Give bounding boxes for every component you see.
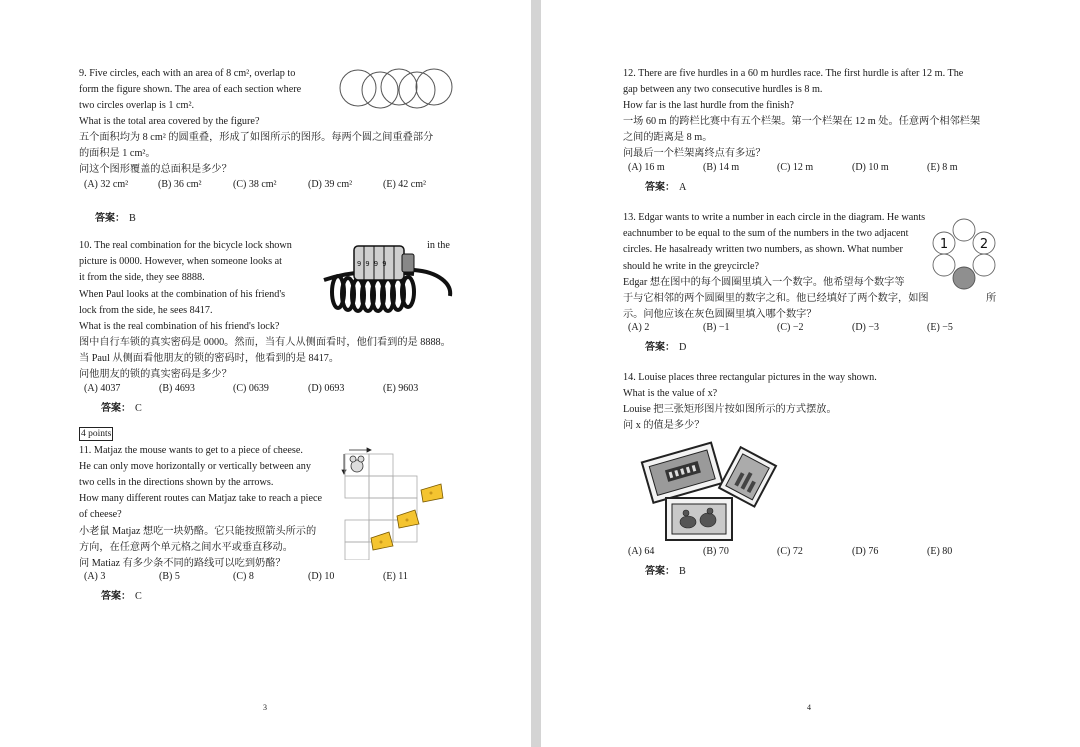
q11-option-c: (C) 8 <box>233 571 254 582</box>
q11-line-8: 问 Matiaz 有多少条不同的路线可以吃到奶酪？ <box>79 558 286 569</box>
q10-answer-label: 答案： <box>101 403 131 414</box>
q13-line-7: 示。问他应该在灰色圆圈里填入哪个数字？ <box>623 309 817 320</box>
q13-answer-value: D <box>679 342 687 353</box>
q9-line-6: 的面积是 1 cm²。 <box>79 148 156 159</box>
circle-number-1: 1 <box>939 237 949 252</box>
three-pictures-figure <box>636 436 786 544</box>
q12-option-b: (B) 14 m <box>703 162 740 173</box>
q11-line-4: How many different routes can Matjaz take to reach a piece <box>79 493 323 504</box>
mouse-cheese-grid-figure <box>341 446 449 560</box>
q10-answer <box>101 399 142 414</box>
q13-line-2: eachnumber to be equal to the sum of the numbers in the two adjacent <box>623 228 909 239</box>
q10-option-a: (A) 4037 <box>84 383 121 394</box>
q9-line-7: 问这个图形覆盖的总面积是多少？ <box>79 164 232 175</box>
grey-circle <box>953 267 975 289</box>
q11-option-d: (D) 10 <box>308 571 335 582</box>
q10-line-3: it from the side, they see 8888. <box>79 272 205 283</box>
q13-line-5: Edgar 想在图中的每个圆圈里填入一个数字。他希望每个数字等 <box>623 277 905 288</box>
q9-answer-value: B <box>129 213 136 224</box>
q12-line-6: 问最后一个栏架离终点有多远？ <box>623 148 766 159</box>
page-number: 3 <box>263 703 267 712</box>
q13-answer <box>645 338 686 353</box>
q14-line-4: 问 x 的值是多少？ <box>623 420 705 431</box>
q13-option-d: (D) −3 <box>852 322 880 333</box>
q11-line-2: He can only move horizontally or vertically between any <box>79 461 311 472</box>
q9-line-5: 五个面积均为 8 cm² 的圆重叠，形成了如图所示的图形。每两个圆之间重叠部分 <box>79 132 434 143</box>
q11-option-a: (A) 3 <box>84 571 106 582</box>
q14-answer-label: 答案： <box>645 566 675 577</box>
q12-option-e: (E) 8 m <box>927 162 958 173</box>
q11-answer-label: 答案： <box>101 591 131 602</box>
q12-line-5: 之间的距离是 8 m。 <box>623 132 713 143</box>
q12-line-3: How far is the last hurdle from the finish? <box>623 100 794 111</box>
q13-option-c: (C) −2 <box>777 322 804 333</box>
q10-option-c: (C) 0639 <box>233 383 269 394</box>
q9-option-d: (D) 39 cm² <box>308 179 353 190</box>
q9-option-e: (E) 42 cm² <box>383 179 426 190</box>
q13-line-3: circles. He hasalready written two numbers, as shown. What number <box>623 244 903 255</box>
q12-answer <box>645 178 686 193</box>
q10-option-b: (B) 4693 <box>159 383 195 394</box>
q10-line-2: picture is 0000. However, when someone looks at <box>79 256 283 267</box>
lock-digits: 9 9 9 9 <box>357 260 387 268</box>
q10-option-e: (E) 9603 <box>383 383 419 394</box>
q11-option-e: (E) 11 <box>383 571 408 582</box>
q14-line-1: 14. Louise places three rectangular pictures in the way shown. <box>623 372 877 383</box>
q10-in-the: in the <box>427 240 450 251</box>
q14-option-e: (E) 80 <box>927 546 953 557</box>
q12-answer-label: 答案： <box>645 182 675 193</box>
bicycle-lock-figure <box>314 240 454 316</box>
q9-line-4: What is the total area covered by the figure? <box>79 116 260 127</box>
page-number: 4 <box>807 703 811 712</box>
q12-option-a: (A) 16 m <box>628 162 665 173</box>
q12-option-d: (D) 10 m <box>852 162 889 173</box>
q13-option-b: (B) −1 <box>703 322 730 333</box>
ring-circles-figure <box>931 216 999 292</box>
q10-line-8: 当 Paul 从侧面看他朋友的锁的密码时，他看到的是 8417。 <box>79 353 340 364</box>
q14-option-b: (B) 70 <box>703 546 729 557</box>
q11-line-1: 11. Matjaz the mouse wants to get to a piece of cheese. <box>79 445 303 456</box>
q13-line-6: 于与它相邻的两个圆圈里的数字之和。他已经填好了两个数字，如图 <box>623 293 929 304</box>
q12-option-c: (C) 12 m <box>777 162 814 173</box>
q9-option-c: (C) 38 cm² <box>233 179 277 190</box>
circle-number-2: 2 <box>979 237 989 252</box>
five-circles-figure <box>338 68 454 112</box>
q9-answer-label: 答案： <box>95 213 125 224</box>
q10-line-9: 问他朋友的锁的真实密码是多少？ <box>79 369 232 380</box>
q11-option-b: (B) 5 <box>159 571 180 582</box>
q14-line-3: Louise 把三张矩形图片按如图所示的方式摆放。 <box>623 404 837 415</box>
q14-answer <box>645 562 686 577</box>
q14-option-d: (D) 76 <box>852 546 879 557</box>
q9-line-1: 9. Five circles, each with an area of 8 cm², overlap to <box>79 68 296 79</box>
q10-line-6: What is the real combination of his friend's lock? <box>79 321 280 332</box>
page-4 <box>541 0 1080 747</box>
q9-option-a: (A) 32 cm² <box>84 179 129 190</box>
q14-answer-value: B <box>679 566 686 577</box>
q9-line-2: form the figure shown. The area of each section where <box>79 84 302 95</box>
q9-answer <box>95 209 136 224</box>
q10-line-4: When Paul looks at the combination of his friend's <box>79 289 286 300</box>
q11-answer <box>101 587 142 602</box>
q12-answer-value: A <box>679 182 687 193</box>
q13-answer-label: 答案： <box>645 342 675 353</box>
q10-option-d: (D) 0693 <box>308 383 345 394</box>
q11-line-5: of cheese? <box>79 509 122 520</box>
q13-option-e: (E) −5 <box>927 322 953 333</box>
q11-line-6: 小老鼠 Matjaz 想吃一块奶酪。它只能按照箭头所示的 <box>79 526 317 537</box>
q13-suo: 所 <box>986 293 997 304</box>
q11-line-7: 方向，在任意两个单元格之间水平或垂直移动。 <box>79 542 293 553</box>
q13-option-a: (A) 2 <box>628 322 650 333</box>
q14-option-a: (A) 64 <box>628 546 655 557</box>
page-gap <box>531 0 541 747</box>
q12-line-2: gap between any two consecutive hurdles is 8 m. <box>623 84 823 95</box>
q12-line-4: 一场 60 m 的跨栏比赛中有五个栏架。第一个栏架在 12 m 处。任意两个相邻栏架 <box>623 116 981 127</box>
q9-option-b: (B) 36 cm² <box>158 179 202 190</box>
q12-line-1: 12. There are five hurdles in a 60 m hurdles race. The first hurdle is after 12 m. The <box>623 68 964 79</box>
q13-line-4: should he write in the greycircle? <box>623 261 760 272</box>
q11-answer-value: C <box>135 591 142 602</box>
q14-option-c: (C) 72 <box>777 546 803 557</box>
q13-line-1: 13. Edgar wants to write a number in each circle in the diagram. He wants <box>623 212 926 223</box>
q10-line-7: 图中自行车锁的真实密码是 0000。然而，当有人从侧面看时，他们看到的是 8888。 <box>79 337 451 348</box>
q10-answer-value: C <box>135 403 142 414</box>
q11-line-3: two cells in the directions shown by the arrows. <box>79 477 274 488</box>
q10-line-1: 10. The real combination for the bicycle lock shown <box>79 240 292 251</box>
page-3 <box>0 0 531 747</box>
q10-line-5: lock from the side, he sees 8417. <box>79 305 213 316</box>
points-section-label: 4 points <box>81 429 112 439</box>
q14-line-2: What is the value of x? <box>623 388 718 399</box>
q9-line-3: two circles overlap is 1 cm². <box>79 100 195 111</box>
